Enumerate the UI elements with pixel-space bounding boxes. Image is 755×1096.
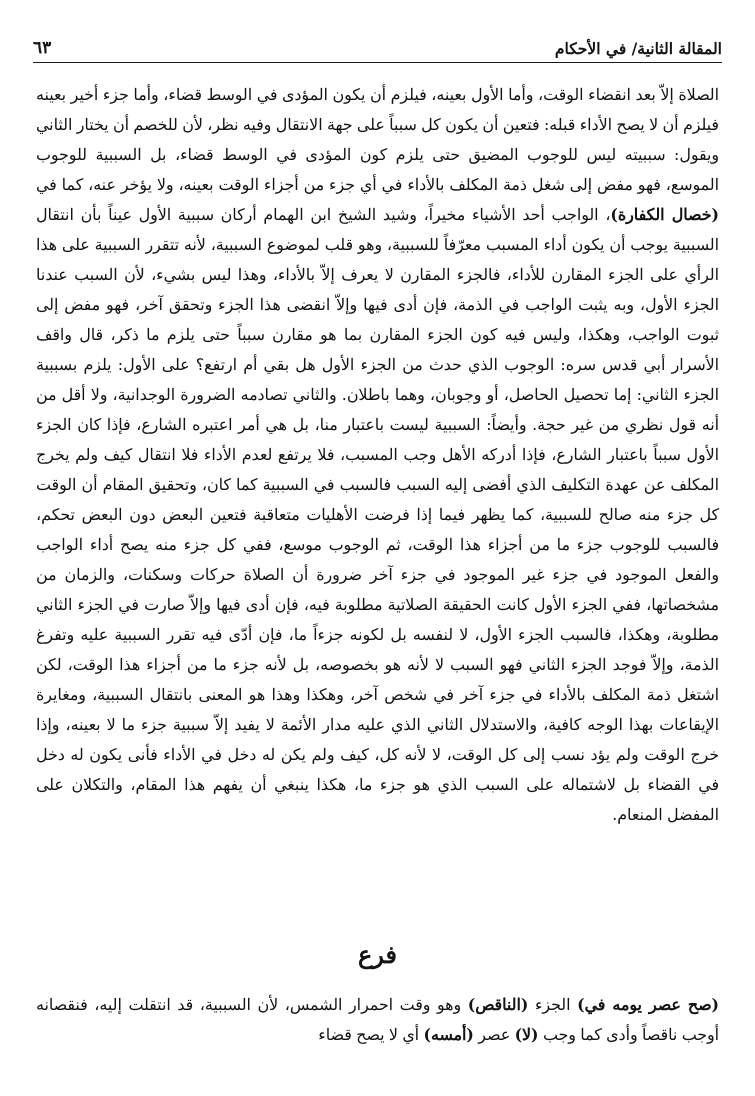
bold-term: (أمسه) xyxy=(423,1025,474,1044)
text-run: عصر xyxy=(473,1025,515,1044)
bold-term: (لا) xyxy=(514,1025,539,1044)
text-run: أي لا يصح قضاء xyxy=(318,1025,424,1044)
text-run: الصلاة إلاّ بعد انقضاء الوقت، وأما الأول بعينه، فيلزم أن يكون المؤدى في الوسط قضاء، وأما جزء أخير بعينه فيلزم أن لا يصح الأداء قبله: فتعين أن يكون كل سبباً على جهة الانتقال وفيه نظر، لأن للخصم أن يختار الثاني ويقول: سببيته ليس للوجوب المضيق حتى يلزم كون المؤدى في الوسط قضاء، بل السببية للوجوب الموسع، فهو مفض إلى شغل ذمة المكلف بالأداء في أي جزء من أجزاء الوقت بعينه، ولا يؤخر عنه، كما في xyxy=(36,85,719,194)
main-text xyxy=(36,80,719,830)
page-header xyxy=(33,28,722,58)
text-run: وهو وقت احمرار الشمس، لأن السببية، قد انتقلت إليه، فنقصانه أوجب ناقصاً وأدى كما وجب xyxy=(36,995,719,1044)
running-title: المقالة الثانية/ في الأحكام xyxy=(554,39,722,58)
section-text xyxy=(36,990,719,1050)
bold-term: (الناقص) xyxy=(467,995,529,1014)
bold-term: (صح عصر يومه في) xyxy=(577,995,719,1014)
header-rule xyxy=(33,62,722,63)
bold-term: (خصال الكفارة) xyxy=(610,205,719,224)
text-run: ، الواجب أحد الأشياء مخيراً، وشيد الشيخ ابن الهمام أركان سببية الأول عيناً بأن انتقال السببية يوجب أن يكون أداء المسبب معرّفاً للسببية، وهو قلب لموضوع السببية، لأنه تتقرر السببية على هذا الرأي على الجزء المقارن للأداء، فالجزء المقارن لا يعرف إلاّ بالأداء، وهذا ليس بشيء، لأن السبب عندنا الجزء الأول، وبه يثبت الواجب في الذمة، فإن أدى فيها وإلاّ انقضى هذا الجزء وتحقق آخر، فهو مفض إلى ثبوت الواجب، وهكذا، وليس فيه كون الجزء المقارن بما هو مقارن سبباً حتى يلزم ما ذكر، قال واقف الأسرار أبي قدس سره: الوجوب الذي حدث من الجزء الأول هل بقي أم ارتفع؟ على الأول: يلزم بسببية الجزء الثاني: إما تحصيل الحاصل، أو وجوبان، وهما باطلان. والثاني تصادمه الضرورة الوجدانية، ولا أقل من أنه قول نظري من غير حجة. وأيضاً: السببية ليست باعتبار منا، بل هي أمر اعتبره الشارع، فإذا كان الجزء الأول سبباً باعتبار الشارع، فإذا أدركه الأهل وجب المسبب، فلا يرتفع لعدم الأداء فلا انتقال كيف ولم يخرج المكلف عن عهدة التكليف الذي أفضى إليه السبب فالسبب في السببية كما كان، وتحقيق المقام أن الوقت كل جزء منه صالح للسببية، كما يظهر فيما إذا فرضت الأهليات متعاقبة فتعين البعض دون البعض تحكم، فالسبب للوجوب جزء ما من أجزاء هذا الوقت، ثم الوجوب موسع، ففي كل جزء منه يصح أداء الواجب والفعل الموجود في جزء غير الموجود في جزء آخر ضرورة أن الصلاة حركات وسكنات، والزمان من مشخصاتها، ففي الجزء الأول كانت الحقيقة الصلاتية مطلوبة فيه، فإن أدى فيها وإلاّ صارت في الجزء الثاني مطلوبة، وهكذا، فالسبب الجزء الأول، لا لنفسه بل لكونه جزءاً ما، فإن أدّى فيه تقرر السببية عليه وتفرغ الذمة، وإلاّ فوجد الجزء الثاني فهو السبب لا لأنه هو بخصوصه، بل لأنه جزء ما من أجزاء هذا الوقت، لكن اشتغل ذمة المكلف بالأداء في جزء آخر في شخص آخر، وهكذا وهذا هو المعنى بانتقال السببية، ومغايرة الإيقاعات بهذا الوجه كافية، والاستدلال الثاني الذي عليه مدار الأئمة لا يفيد إلاّ سببية جزء ما لا بعينه، وإذا خرج الوقت ولم يؤد نسب إلى كل الوقت، لا لأنه كل، كيف ولم يكن له دخل في الأداء فأنى يكون له دخل في القضاء بل لاشتماله على السبب الذي هو جزء ما، هكذا ينبغي أن يفهم هذا المقام، والتكلان على المفضل المنعام. xyxy=(36,205,719,824)
page-number: ٦٣ xyxy=(33,38,52,58)
paragraph xyxy=(36,990,719,1050)
text-run: الجزء xyxy=(528,995,578,1014)
section-title: فرع xyxy=(357,940,398,969)
paragraph xyxy=(36,80,719,830)
